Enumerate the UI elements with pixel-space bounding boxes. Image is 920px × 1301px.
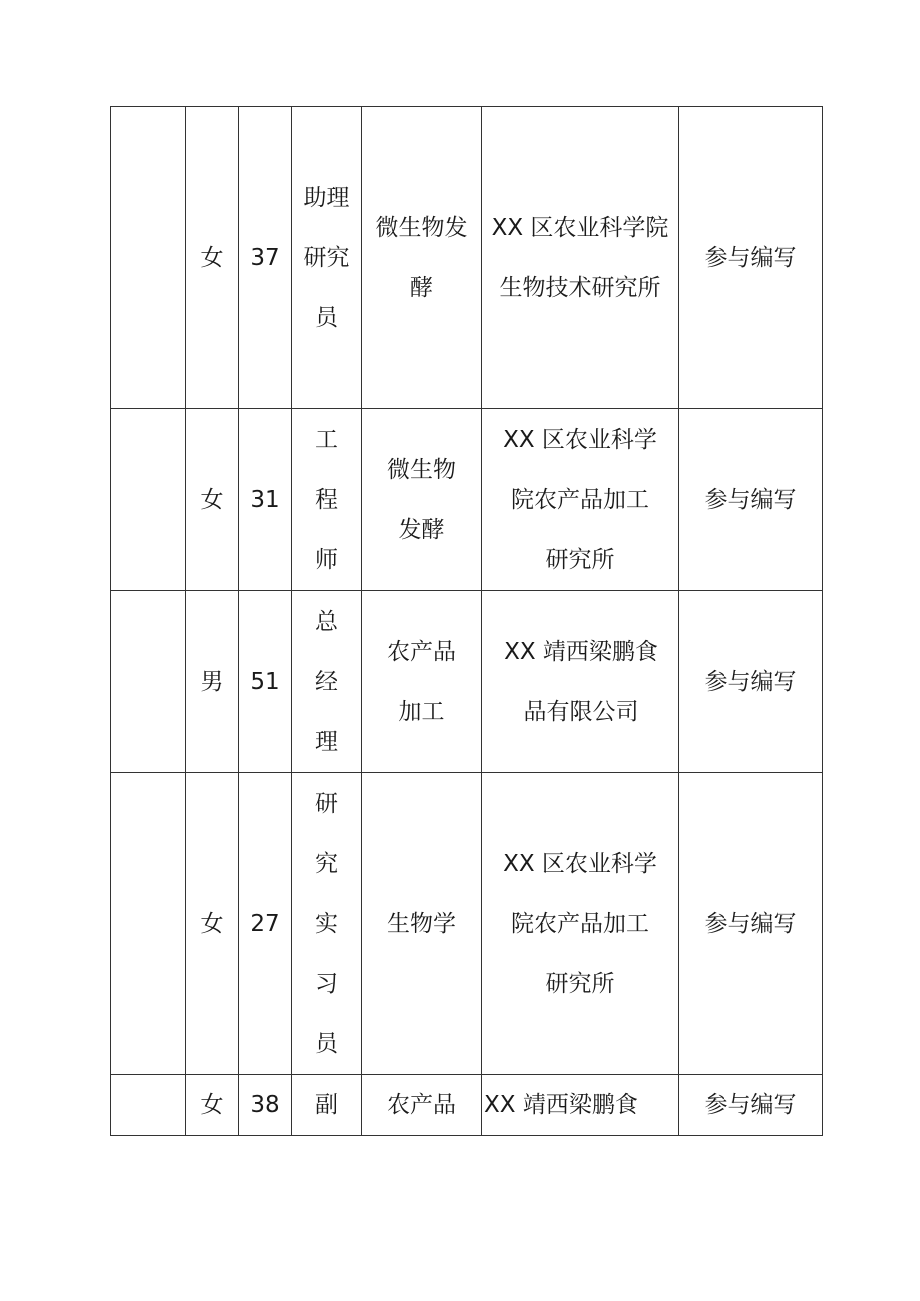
table-row — [111, 1075, 823, 1136]
field-line: 生物学 — [387, 910, 456, 937]
table-row — [111, 773, 823, 1075]
title-line: 究 — [315, 850, 338, 877]
organization-line: 生物技术研究所 — [499, 274, 661, 301]
table-row — [111, 591, 823, 773]
organization-cell — [482, 591, 679, 773]
role-cell: 参与编写 — [679, 773, 823, 1075]
gender-cell: 女 — [186, 409, 239, 591]
title-line: 总 — [315, 608, 338, 635]
title-line: 研 — [315, 790, 338, 817]
organization-cell — [482, 409, 679, 591]
field-line: 发酵 — [398, 516, 445, 543]
title-line: 经 — [315, 668, 338, 695]
name-cell — [111, 773, 186, 1075]
name-cell — [111, 107, 186, 409]
organization-cell: XX 靖西梁鹏食 — [482, 1075, 679, 1136]
field-cell — [362, 107, 482, 409]
organization-line: 研究所 — [545, 970, 615, 997]
role-cell: 参与编写 — [679, 1075, 823, 1136]
field-cell: 农产品 — [362, 1075, 482, 1136]
gender-cell: 女 — [186, 773, 239, 1075]
field-line: 加工 — [398, 698, 445, 725]
name-cell — [111, 1075, 186, 1136]
organization-cell — [482, 107, 679, 409]
title-line: 员 — [315, 1030, 338, 1057]
title-line: 助理 — [303, 184, 350, 211]
organization-line: XX 区农业科学 — [503, 850, 657, 877]
field-line: 酵 — [410, 274, 433, 301]
organization-line: 品有限公司 — [523, 698, 639, 725]
table-row — [111, 409, 823, 591]
gender-cell: 女 — [186, 1075, 239, 1136]
title-line: 研究 — [303, 244, 350, 271]
table-row — [111, 107, 823, 409]
organization-line: XX 区农业科学院 — [491, 214, 669, 241]
title-cell — [292, 409, 362, 591]
title-line: 员 — [315, 304, 338, 331]
name-cell — [111, 591, 186, 773]
title-line: 工 — [315, 426, 338, 453]
organization-line: 研究所 — [545, 546, 615, 573]
field-cell — [362, 591, 482, 773]
name-cell — [111, 409, 186, 591]
organization-line: XX 靖西梁鹏食 — [504, 638, 658, 665]
title-line: 师 — [315, 546, 338, 573]
organization-line: XX 区农业科学 — [503, 426, 657, 453]
title-line: 实 — [315, 910, 338, 937]
role-cell: 参与编写 — [679, 409, 823, 591]
field-line: 微生物 — [387, 456, 456, 483]
role-cell: 参与编写 — [679, 107, 823, 409]
age-cell: 27 — [239, 773, 292, 1075]
gender-cell: 男 — [186, 591, 239, 773]
title-cell — [292, 591, 362, 773]
title-line: 程 — [315, 486, 338, 513]
field-cell — [362, 409, 482, 591]
title-cell: 副 — [292, 1075, 362, 1136]
title-cell — [292, 107, 362, 409]
field-line: 微生物发 — [375, 214, 468, 241]
organization-cell — [482, 773, 679, 1075]
title-cell — [292, 773, 362, 1075]
staff-table — [110, 106, 823, 1136]
age-cell: 31 — [239, 409, 292, 591]
age-cell: 51 — [239, 591, 292, 773]
gender-cell: 女 — [186, 107, 239, 409]
age-cell: 38 — [239, 1075, 292, 1136]
role-cell: 参与编写 — [679, 591, 823, 773]
field-line: 农产品 — [387, 638, 456, 665]
field-cell — [362, 773, 482, 1075]
organization-line: 院农产品加工 — [511, 910, 649, 937]
age-cell: 37 — [239, 107, 292, 409]
title-line: 理 — [315, 728, 338, 755]
organization-line: 院农产品加工 — [511, 486, 649, 513]
title-line: 习 — [315, 970, 338, 997]
